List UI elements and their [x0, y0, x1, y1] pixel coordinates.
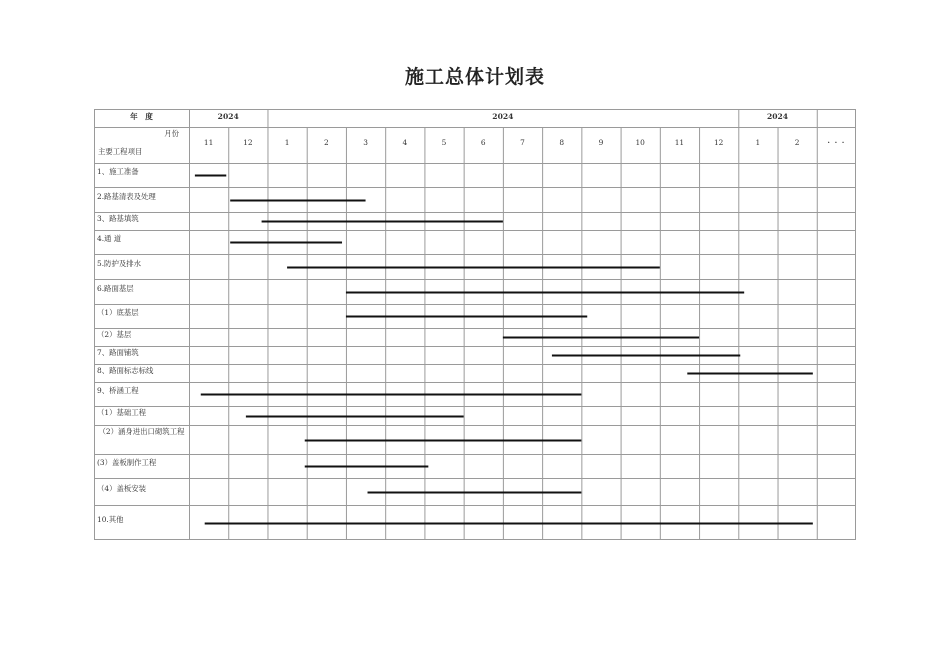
month-label: 6: [480, 138, 486, 147]
item-header-label: 主要工程项目: [98, 147, 143, 156]
task-label: （1）底基层: [97, 308, 139, 317]
month-label: 4: [402, 138, 408, 147]
task-label: (3）盖板制作工程: [97, 458, 157, 467]
month-label: 1: [284, 138, 290, 147]
month-label: 1: [755, 138, 761, 147]
month-label: 11: [674, 138, 685, 147]
task-label: （4）盖板安装: [97, 483, 147, 493]
month-label: 2: [794, 138, 800, 147]
year-group-label: 2024: [217, 112, 239, 121]
month-label: 9: [598, 138, 604, 147]
year-header-label: 年 度: [130, 112, 153, 121]
task-label: 9、桥涵工程: [97, 386, 139, 395]
page-title: 施工总体计划表: [404, 66, 545, 88]
month-label: 12: [243, 138, 253, 147]
task-label: 4.通 道: [97, 234, 122, 243]
table-grid: [94, 109, 856, 540]
month-label: 3: [363, 138, 368, 147]
month-label: 10: [635, 138, 645, 147]
task-label: （1）基础工程: [97, 408, 147, 417]
task-label: 1、施工准备: [97, 167, 139, 176]
month-label: 2: [323, 138, 329, 147]
month-label: 8: [559, 138, 565, 147]
task-label: 6.路面基层: [97, 283, 134, 293]
task-label: （2）基层: [97, 330, 132, 339]
month-label: 5: [441, 138, 447, 147]
task-label: 2.路基清表及处理: [97, 191, 156, 201]
task-label: 7、路面铺筑: [97, 348, 139, 357]
task-label: 8、路面标志标线: [97, 366, 154, 375]
schedule-table: [94, 109, 856, 540]
task-label: 3、路基填筑: [97, 214, 139, 223]
month-label: 11: [203, 138, 214, 147]
task-label: 5.防护及排水: [97, 258, 142, 268]
month-label: 12: [713, 138, 724, 147]
task-label: （2）涵身进出口砌筑工程: [98, 427, 185, 436]
month-label: 7: [520, 138, 525, 147]
month-label: · · ·: [827, 138, 846, 147]
year-group-label: 2024: [766, 112, 789, 121]
task-label: 10.其他: [97, 514, 124, 524]
year-group-label: 2024: [492, 112, 514, 121]
month-header-label: 月份: [164, 129, 179, 138]
